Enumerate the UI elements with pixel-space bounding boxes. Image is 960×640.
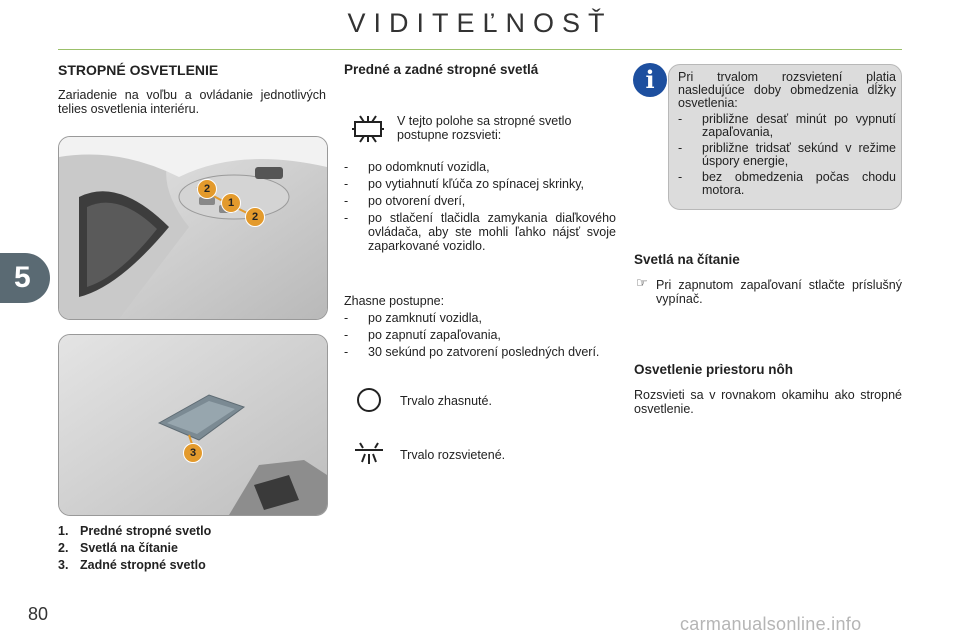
callout-2-bottom: 2 [245,207,265,227]
section-heading-reading-lights: Svetlá na čítanie [634,252,740,267]
header-divider [58,49,902,50]
page-number: 80 [28,604,49,624]
door-mode-text: V tejto polohe sa stropné svetlo postupne rozsvieti: [397,114,572,142]
list-item: - približne tridsať sekúnd v režime úspory energie, [678,141,896,168]
front-ceiling-light-photo [58,136,328,320]
section-heading-footwell: Osvetlenie priestoru nôh [634,362,794,377]
legend-item: 3. Zadné stropné svetlo [58,558,206,572]
list-item: - po odomknutí vozidla, [344,160,490,174]
rear-ceiling-light-photo [58,334,328,516]
page-title: VIDITEĽNOSŤ [347,8,613,38]
off-mode-icon [357,388,381,412]
chapter-tab [0,253,50,303]
list-item: - po zamknutí vozidla, [344,311,482,325]
callout-3: 3 [183,443,203,463]
reading-text: Pri zapnutom zapaľovaní stlačte príslušný vypínač. [656,278,902,306]
list-item: - po vytiahnutí kľúča zo spínacej skrinky, [344,177,585,191]
intro-text: Zariadenie na voľbu a ovládanie jednotlivých telies osvetlenia interiéru. [58,88,326,116]
list-item: - po otvorení dverí, [344,194,466,208]
info-text: Pri trvalom rozsvietení platia nasledujúce doby obmedzenia dĺžky osvetlenia: [678,70,896,110]
off-intro: Zhasne postupne: [344,294,445,308]
footwell-text: Rozsvieti sa v rovnakom okamihu ako stropné osvetlenie. [634,388,902,416]
list-item: - bez obmedzenia počas chodu motora. [678,170,896,197]
callout-2-top: 2 [197,179,217,199]
list-item: - po zapnutí zapaľovania, [344,328,501,342]
chapter-number: 5 [14,261,31,294]
watermark: carmanualsonline.info [680,614,862,634]
list-item: - približne desať minút po vypnutí zapaľovania, [678,112,896,139]
callout-1: 1 [221,193,241,213]
door-mode-icon [350,114,386,144]
on-mode-icon [352,440,386,466]
legend-item: 1. Predné stropné svetlo [58,524,212,538]
info-list [678,113,896,197]
section-heading-front-rear: Predné a zadné stropné svetlá [344,62,539,77]
list-item: - 30 sekúnd po zatvorení posledných dverí. [344,345,600,359]
always-on-text: Trvalo rozsvietené. [400,448,506,462]
info-icon: i [633,63,667,97]
pointing-hand-icon: ☞ [636,276,648,291]
section-heading-ceiling-lighting: STROPNÉ OSVETLENIE [58,62,219,78]
info-box [668,64,902,210]
list-item: - po stlačení tlačidla zamykania diaľkového ovládača, aby ste mohli ľahko nájsť svoje zaparkované vozidlo. [344,211,616,253]
figure-legend [58,523,211,574]
always-off-text: Trvalo zhasnuté. [400,394,492,408]
off-events-list [344,311,616,362]
legend-item: 2. Svetlá na čítanie [58,541,178,555]
on-events-list [344,160,616,256]
